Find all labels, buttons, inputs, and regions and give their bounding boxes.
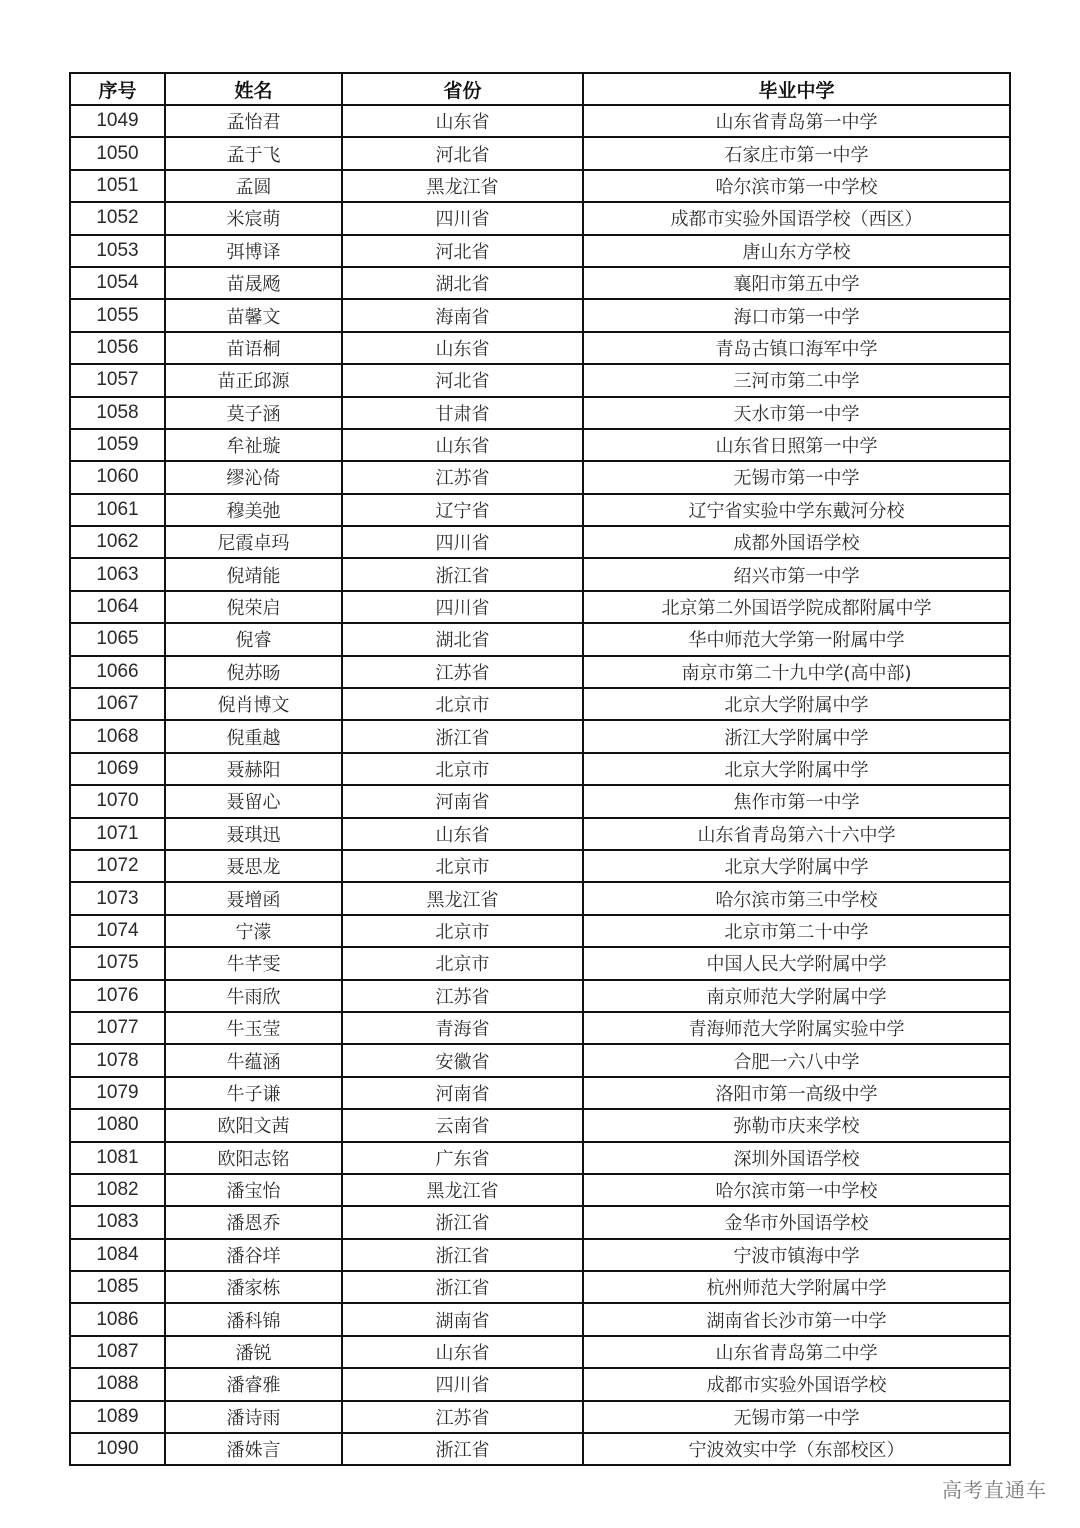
table-row [70, 170, 1010, 202]
cell-name: 牛芊雯 [165, 947, 342, 979]
cell-province: 河南省 [342, 785, 583, 817]
table-row [70, 882, 1010, 914]
cell-index: 1081 [70, 1142, 165, 1174]
cell-province: 江苏省 [342, 461, 583, 493]
table-row [70, 623, 1010, 655]
cell-high-school: 石家庄市第一中学 [583, 137, 1010, 169]
cell-name: 孟于飞 [165, 137, 342, 169]
cell-province: 四川省 [342, 1368, 583, 1400]
cell-name: 潘姝言 [165, 1433, 342, 1465]
cell-name: 倪肖博文 [165, 688, 342, 720]
cell-name: 倪苏旸 [165, 656, 342, 688]
cell-high-school: 哈尔滨市第一中学校 [583, 1174, 1010, 1206]
cell-name: 牛蕴涵 [165, 1044, 342, 1076]
table-row [70, 267, 1010, 299]
cell-province: 浙江省 [342, 1433, 583, 1465]
cell-name: 缪沁倚 [165, 461, 342, 493]
cell-high-school: 北京大学附属中学 [583, 753, 1010, 785]
cell-index: 1056 [70, 332, 165, 364]
cell-name: 欧阳志铭 [165, 1142, 342, 1174]
cell-high-school: 合肥一六八中学 [583, 1044, 1010, 1076]
cell-province: 山东省 [342, 105, 583, 137]
cell-province: 黑龙江省 [342, 170, 583, 202]
cell-name: 牟祉璇 [165, 429, 342, 461]
cell-province: 浙江省 [342, 720, 583, 752]
cell-name: 倪睿 [165, 623, 342, 655]
cell-high-school: 成都市实验外国语学校（西区） [583, 202, 1010, 234]
cell-index: 1073 [70, 882, 165, 914]
cell-province: 甘肃省 [342, 397, 583, 429]
cell-high-school: 成都外国语学校 [583, 526, 1010, 558]
cell-province: 江苏省 [342, 980, 583, 1012]
cell-name: 潘诗雨 [165, 1401, 342, 1433]
table-row [70, 1012, 1010, 1044]
cell-index: 1083 [70, 1206, 165, 1238]
cell-index: 1057 [70, 364, 165, 396]
column-header-name: 姓名 [165, 73, 342, 105]
cell-name: 欧阳文茜 [165, 1109, 342, 1141]
cell-index: 1067 [70, 688, 165, 720]
cell-province: 河北省 [342, 137, 583, 169]
cell-name: 潘睿雅 [165, 1368, 342, 1400]
table-row [70, 364, 1010, 396]
table-row [70, 818, 1010, 850]
cell-index: 1078 [70, 1044, 165, 1076]
table-row [70, 1206, 1010, 1238]
table-row [70, 235, 1010, 267]
cell-index: 1060 [70, 461, 165, 493]
cell-high-school: 山东省日照第一中学 [583, 429, 1010, 461]
cell-index: 1085 [70, 1271, 165, 1303]
cell-high-school: 山东省青岛第六十六中学 [583, 818, 1010, 850]
table-row [70, 688, 1010, 720]
cell-province: 山东省 [342, 1336, 583, 1368]
table-row [70, 1109, 1010, 1141]
table-row [70, 980, 1010, 1012]
cell-index: 1086 [70, 1303, 165, 1335]
cell-index: 1050 [70, 137, 165, 169]
cell-index: 1066 [70, 656, 165, 688]
cell-province: 浙江省 [342, 1271, 583, 1303]
cell-province: 湖南省 [342, 1303, 583, 1335]
cell-high-school: 青海师范大学附属实验中学 [583, 1012, 1010, 1044]
cell-province: 山东省 [342, 429, 583, 461]
cell-province: 北京市 [342, 915, 583, 947]
cell-high-school: 中国人民大学附属中学 [583, 947, 1010, 979]
cell-province: 青海省 [342, 1012, 583, 1044]
cell-name: 尼霞卓玛 [165, 526, 342, 558]
cell-province: 黑龙江省 [342, 882, 583, 914]
cell-province: 湖北省 [342, 267, 583, 299]
cell-high-school: 襄阳市第五中学 [583, 267, 1010, 299]
cell-high-school: 南京师范大学附属中学 [583, 980, 1010, 1012]
cell-index: 1084 [70, 1239, 165, 1271]
cell-high-school: 南京市第二十九中学(高中部) [583, 656, 1010, 688]
cell-index: 1088 [70, 1368, 165, 1400]
table-row [70, 915, 1010, 947]
table-row [70, 397, 1010, 429]
table-row [70, 591, 1010, 623]
table-row [70, 720, 1010, 752]
table-header-row [70, 73, 1010, 105]
cell-high-school: 北京市第二十中学 [583, 915, 1010, 947]
cell-index: 1072 [70, 850, 165, 882]
cell-high-school: 北京第二外国语学院成都附属中学 [583, 591, 1010, 623]
cell-high-school: 山东省青岛第二中学 [583, 1336, 1010, 1368]
table-row [70, 332, 1010, 364]
cell-name: 莫子涵 [165, 397, 342, 429]
cell-province: 黑龙江省 [342, 1174, 583, 1206]
cell-province: 浙江省 [342, 1206, 583, 1238]
cell-high-school: 洛阳市第一高级中学 [583, 1077, 1010, 1109]
column-header-index: 序号 [70, 73, 165, 105]
cell-index: 1054 [70, 267, 165, 299]
cell-high-school: 浙江大学附属中学 [583, 720, 1010, 752]
cell-index: 1055 [70, 299, 165, 331]
table-row [70, 1174, 1010, 1206]
table-row [70, 429, 1010, 461]
table-row [70, 1433, 1010, 1465]
cell-name: 孟圆 [165, 170, 342, 202]
table-row [70, 656, 1010, 688]
cell-index: 1089 [70, 1401, 165, 1433]
cell-high-school: 成都市实验外国语学校 [583, 1368, 1010, 1400]
cell-index: 1071 [70, 818, 165, 850]
cell-province: 安徽省 [342, 1044, 583, 1076]
cell-name: 倪靖能 [165, 558, 342, 590]
cell-index: 1075 [70, 947, 165, 979]
cell-province: 江苏省 [342, 656, 583, 688]
cell-province: 四川省 [342, 591, 583, 623]
cell-name: 穆美弛 [165, 494, 342, 526]
cell-high-school: 唐山东方学校 [583, 235, 1010, 267]
cell-index: 1079 [70, 1077, 165, 1109]
cell-index: 1074 [70, 915, 165, 947]
cell-province: 湖北省 [342, 623, 583, 655]
cell-high-school: 弥勒市庆来学校 [583, 1109, 1010, 1141]
cell-high-school: 焦作市第一中学 [583, 785, 1010, 817]
table-row [70, 299, 1010, 331]
cell-high-school: 北京大学附属中学 [583, 688, 1010, 720]
cell-name: 苗馨文 [165, 299, 342, 331]
cell-index: 1070 [70, 785, 165, 817]
table-row [70, 202, 1010, 234]
cell-high-school: 山东省青岛第一中学 [583, 105, 1010, 137]
table-row [70, 1303, 1010, 1335]
table-row [70, 1044, 1010, 1076]
cell-name: 孟怡君 [165, 105, 342, 137]
cell-province: 江苏省 [342, 1401, 583, 1433]
cell-high-school: 无锡市第一中学 [583, 461, 1010, 493]
cell-index: 1059 [70, 429, 165, 461]
cell-high-school: 天水市第一中学 [583, 397, 1010, 429]
cell-name: 苗正邱源 [165, 364, 342, 396]
cell-high-school: 三河市第二中学 [583, 364, 1010, 396]
cell-province: 广东省 [342, 1142, 583, 1174]
cell-name: 牛雨欣 [165, 980, 342, 1012]
admissions-table [69, 72, 1011, 1466]
cell-index: 1087 [70, 1336, 165, 1368]
cell-high-school: 深圳外国语学校 [583, 1142, 1010, 1174]
cell-province: 北京市 [342, 753, 583, 785]
cell-province: 海南省 [342, 299, 583, 331]
cell-high-school: 湖南省长沙市第一中学 [583, 1303, 1010, 1335]
cell-province: 浙江省 [342, 558, 583, 590]
cell-province: 北京市 [342, 688, 583, 720]
cell-name: 潘宝怡 [165, 1174, 342, 1206]
cell-province: 四川省 [342, 202, 583, 234]
cell-index: 1069 [70, 753, 165, 785]
cell-high-school: 无锡市第一中学 [583, 1401, 1010, 1433]
column-header-province: 省份 [342, 73, 583, 105]
cell-name: 米宸萌 [165, 202, 342, 234]
cell-name: 苗语桐 [165, 332, 342, 364]
cell-index: 1076 [70, 980, 165, 1012]
table-row [70, 1368, 1010, 1400]
cell-province: 河北省 [342, 235, 583, 267]
table-row [70, 494, 1010, 526]
table-row [70, 1077, 1010, 1109]
cell-name: 倪荣启 [165, 591, 342, 623]
cell-index: 1090 [70, 1433, 165, 1465]
cell-index: 1065 [70, 623, 165, 655]
table-row [70, 1142, 1010, 1174]
cell-high-school: 北京大学附属中学 [583, 850, 1010, 882]
cell-high-school: 金华市外国语学校 [583, 1206, 1010, 1238]
roster-sheet [69, 72, 1009, 1466]
cell-name: 潘谷垟 [165, 1239, 342, 1271]
cell-name: 聂琪迅 [165, 818, 342, 850]
cell-name: 牛子谦 [165, 1077, 342, 1109]
cell-index: 1051 [70, 170, 165, 202]
table-row [70, 1239, 1010, 1271]
cell-province: 辽宁省 [342, 494, 583, 526]
cell-index: 1063 [70, 558, 165, 590]
cell-index: 1062 [70, 526, 165, 558]
cell-high-school: 宁波效实中学（东部校区） [583, 1433, 1010, 1465]
cell-province: 山东省 [342, 818, 583, 850]
table-row [70, 461, 1010, 493]
column-header-high-school: 毕业中学 [583, 73, 1010, 105]
cell-name: 倪重越 [165, 720, 342, 752]
cell-index: 1053 [70, 235, 165, 267]
cell-province: 北京市 [342, 850, 583, 882]
cell-index: 1082 [70, 1174, 165, 1206]
table-row [70, 753, 1010, 785]
cell-high-school: 杭州师范大学附属中学 [583, 1271, 1010, 1303]
cell-index: 1052 [70, 202, 165, 234]
cell-name: 宁濛 [165, 915, 342, 947]
cell-name: 潘锐 [165, 1336, 342, 1368]
cell-province: 四川省 [342, 526, 583, 558]
watermark-label: 高考直通车 [942, 1478, 1047, 1502]
cell-province: 河南省 [342, 1077, 583, 1109]
cell-province: 云南省 [342, 1109, 583, 1141]
cell-province: 北京市 [342, 947, 583, 979]
cell-index: 1080 [70, 1109, 165, 1141]
cell-province: 河北省 [342, 364, 583, 396]
cell-high-school: 哈尔滨市第三中学校 [583, 882, 1010, 914]
cell-name: 聂思龙 [165, 850, 342, 882]
cell-index: 1064 [70, 591, 165, 623]
cell-high-school: 辽宁省实验中学东戴河分校 [583, 494, 1010, 526]
cell-province: 山东省 [342, 332, 583, 364]
cell-name: 潘恩乔 [165, 1206, 342, 1238]
cell-high-school: 华中师范大学第一附属中学 [583, 623, 1010, 655]
cell-index: 1061 [70, 494, 165, 526]
cell-high-school: 宁波市镇海中学 [583, 1239, 1010, 1271]
cell-name: 潘家栋 [165, 1271, 342, 1303]
table-row [70, 526, 1010, 558]
cell-name: 聂增函 [165, 882, 342, 914]
cell-high-school: 青岛古镇口海军中学 [583, 332, 1010, 364]
cell-name: 弭博译 [165, 235, 342, 267]
table-row [70, 850, 1010, 882]
cell-high-school: 绍兴市第一中学 [583, 558, 1010, 590]
cell-name: 聂留心 [165, 785, 342, 817]
table-row [70, 1271, 1010, 1303]
table-row [70, 137, 1010, 169]
table-row [70, 558, 1010, 590]
table-row [70, 947, 1010, 979]
cell-name: 聂赫阳 [165, 753, 342, 785]
cell-index: 1068 [70, 720, 165, 752]
table-row [70, 1401, 1010, 1433]
table-row [70, 105, 1010, 137]
cell-name: 牛玉莹 [165, 1012, 342, 1044]
cell-index: 1058 [70, 397, 165, 429]
table-body [70, 105, 1010, 1465]
cell-name: 苗晟飏 [165, 267, 342, 299]
cell-high-school: 海口市第一中学 [583, 299, 1010, 331]
cell-index: 1077 [70, 1012, 165, 1044]
cell-name: 潘科锦 [165, 1303, 342, 1335]
cell-index: 1049 [70, 105, 165, 137]
cell-province: 浙江省 [342, 1239, 583, 1271]
table-row [70, 1336, 1010, 1368]
table-row [70, 785, 1010, 817]
cell-high-school: 哈尔滨市第一中学校 [583, 170, 1010, 202]
